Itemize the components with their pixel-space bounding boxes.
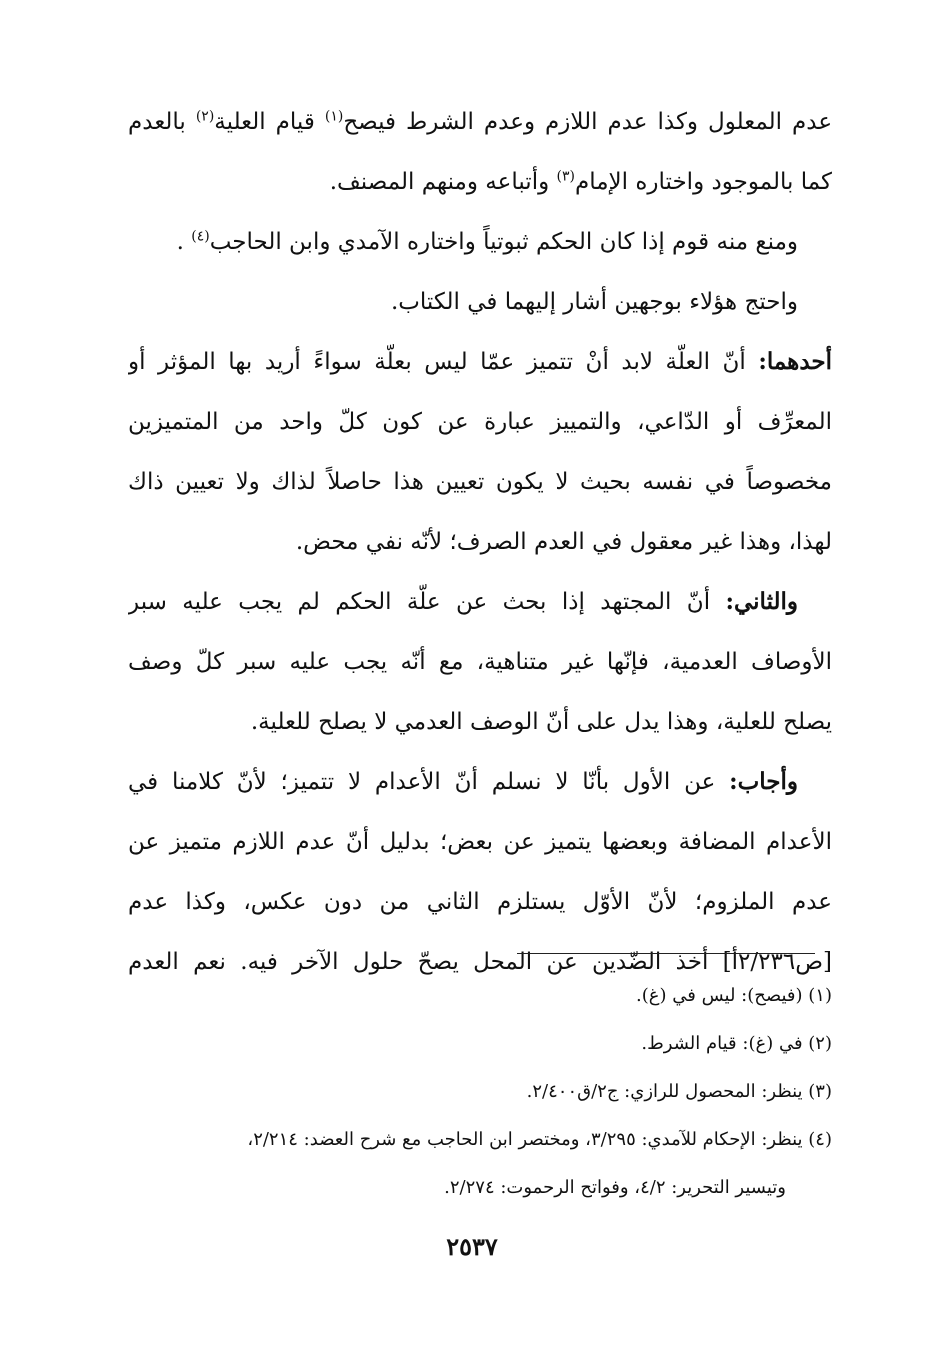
text-line — [128, 152, 832, 212]
line-segment: كما بالموجود واختاره الإمام — [574, 169, 832, 195]
text-line — [128, 92, 832, 152]
text-line — [128, 872, 832, 932]
text-line — [128, 752, 832, 812]
footnote: (٣) ينظر: المحصول للرازي: ج٢/ق٢/٤٠٠. — [526, 1081, 832, 1102]
line-segment: عدم المعلول وكذا عدم اللازم وعدم الشرط فيصح — [343, 109, 832, 135]
footnotes — [128, 972, 832, 1212]
section-label-second: والثاني: — [725, 588, 799, 615]
footnote-marker: (١) — [324, 108, 344, 125]
line-segment: لهذا، وهذا غير معقول في العدم الصرف؛ لأنّه نفي محض. — [295, 529, 832, 555]
footnote-continuation: وتيسير التحرير: ٤/٢، وفواتح الرحموت: ٢/٢٧٤. — [444, 1177, 786, 1198]
line-segment: يصلح للعلية، وهذا يدل على أنّ الوصف العدمي لا يصلح للعلية. — [250, 709, 832, 735]
manuscript-page-ref: [ص٢/٢٣٦أ] — [722, 949, 832, 975]
text-line — [128, 632, 832, 692]
footnote-marker: (٢) — [195, 108, 215, 125]
text-line — [128, 212, 832, 272]
line-segment: أنّ العلّة لابد أنْ تتميز عمّا ليس بعلّة سواءً أريد بها المؤثر أو — [128, 349, 746, 375]
line-segment: عن الأول بأنّا لا نسلم أنّ الأعدام لا تتميز؛ لأنّ كلامنا في — [128, 769, 716, 795]
text-line — [128, 512, 832, 572]
text-line — [128, 452, 832, 512]
section-label-first: أحدهما: — [758, 348, 832, 375]
line-segment: الأعدام المضافة وبعضها يتميز عن بعض؛ بدليل أنّ عدم اللازم متميز عن — [128, 829, 832, 855]
line-segment: بالعدم — [128, 109, 186, 135]
text-line — [128, 332, 832, 392]
line-segment: أنّ المجتهد إذا بحث عن علّة الحكم لم يجب عليه سبر — [128, 589, 711, 615]
main-text — [128, 92, 832, 992]
text-line — [128, 272, 832, 332]
footnote: (٤) ينظر: الإحكام للآمدي: ٣/٢٩٥، ومختصر ابن الحاجب مع شرح العضد: ٢/٢١٤، — [247, 1129, 832, 1150]
line-segment: ومنع منه قوم إذا كان الحكم ثبوتياً واختاره الآمدي وابن الحاجب — [209, 229, 798, 255]
text-line — [128, 812, 832, 872]
footnote: (١) (فيصح): ليس في (غ). — [636, 985, 832, 1006]
line-segment: . — [176, 229, 184, 255]
footnote: (٢) في (غ): قيام الشرط. — [641, 1033, 832, 1054]
text-line — [128, 692, 832, 752]
line-segment: واحتج هؤلاء بوجهين أشار إليهما في الكتاب. — [390, 289, 798, 315]
text-line — [128, 392, 832, 452]
line-segment: أخذ الضّدين عن المحل يصحّ حلول الآخر فيه. نعم العدم — [128, 949, 709, 975]
page-number: ٢٥٣٧ — [446, 1232, 498, 1261]
line-segment: وأتباعه ومنهم المصنف. — [329, 169, 550, 195]
text-line — [128, 572, 832, 632]
footnote-marker: (٣) — [556, 168, 575, 185]
footnote-marker: (٤) — [191, 228, 210, 245]
line-segment: قيام العلية — [214, 109, 315, 135]
line-segment: المعرِّف أو الدّاعي، والتمييز عبارة عن كون كلّ واحد من المتميزين — [128, 409, 832, 435]
line-segment: الأوصاف العدمية، فإنّها غير متناهية، مع أنّه يجب عليه سبر كلّ وصف — [128, 649, 832, 675]
line-segment: عدم الملزوم؛ لأنّ الأوّل يستلزم الثاني من دون عكس، وكذا عدم — [128, 889, 832, 915]
section-label-answer: وأجاب: — [729, 768, 798, 795]
footnote-divider — [517, 953, 815, 954]
line-segment: مخصوصاً في نفسه بحيث لا يكون تعيين هذا حاصلاً لذاك ولا تعيين ذاك — [128, 469, 832, 495]
